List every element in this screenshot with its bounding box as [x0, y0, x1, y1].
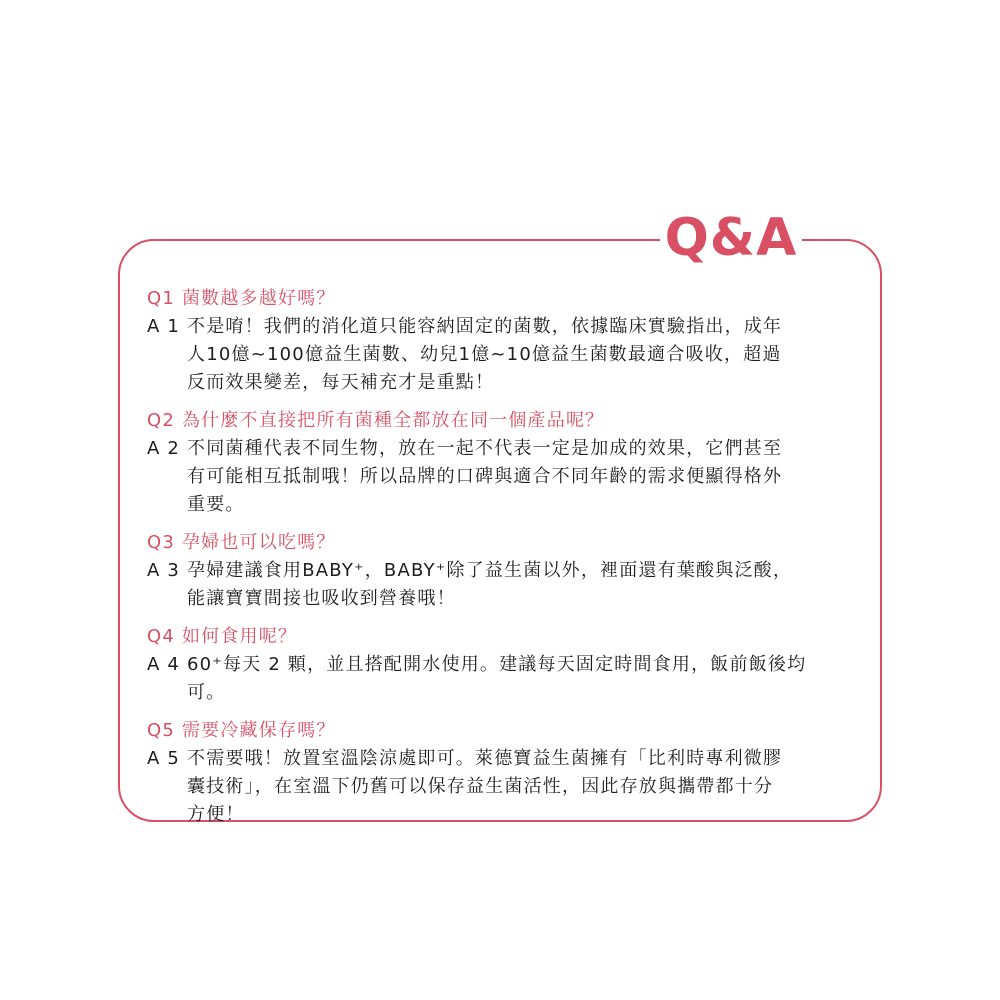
answer-line: 人10億~100億益生菌數、幼兒1億~10億益生菌數最適合吸收，超過 — [187, 344, 782, 365]
answer-line: 孕婦建議食用BABY⁺，BABY⁺除了益生菌以外，裡面還有葉酸與泛酸， — [187, 560, 793, 581]
qa-item — [147, 717, 863, 829]
answer-line: 可。 — [187, 682, 226, 703]
question-text: Q5 需要冷藏保存嗎？ — [147, 720, 336, 741]
qa-item — [147, 623, 863, 707]
question-text: Q4 如何食用呢？ — [147, 626, 298, 647]
answer-line: 不同菌種代表不同生物，放在一起不代表一定是加成的效果，它們甚至 — [187, 438, 783, 459]
answer-text — [187, 651, 863, 707]
answer-number: A 5 — [147, 748, 181, 769]
answer-line: 反而效果變差，每天補充才是重點！ — [187, 372, 495, 393]
question-text: Q2 為什麼不直接把所有菌種全都放在同一個產品呢？ — [147, 410, 605, 431]
answer-line: 有可能相互抵制哦！所以品牌的口碑與適合不同年齡的需求便顯得格外 — [187, 466, 783, 487]
answer-text — [187, 557, 863, 613]
answer-block — [147, 313, 863, 397]
qa-item — [147, 285, 863, 397]
answer-number: A 4 — [147, 654, 181, 675]
qa-heading: Q&A — [660, 206, 802, 270]
answer-line: 不是唷！我們的消化道只能容納固定的菌數，依據臨床實驗指出，成年 — [187, 316, 783, 337]
answer-block — [147, 745, 863, 829]
answer-block — [147, 557, 863, 613]
question-text: Q3 孕婦也可以吃嗎？ — [147, 532, 336, 553]
answer-text — [187, 745, 863, 829]
answer-line: 囊技術」，在室溫下仍舊可以保存益生菌活性，因此存放與攜帶都十分 — [187, 776, 774, 797]
answer-number: A 3 — [147, 560, 181, 581]
answer-text — [187, 435, 863, 519]
answer-line: 能讓寶寶間接也吸收到營養哦！ — [187, 588, 456, 609]
answer-block — [147, 435, 863, 519]
qa-item — [147, 407, 863, 519]
answer-line: 不需要哦！放置室溫陰涼處即可。萊德寶益生菌擁有「比利時專利微膠 — [187, 748, 783, 769]
answer-line: 60⁺每天 2 顆，並且搭配開水使用。建議每天固定時間食用，飯前飯後均 — [187, 654, 807, 675]
answer-block — [147, 651, 863, 707]
answer-line: 重要。 — [187, 494, 245, 515]
question-text: Q1 菌數越多越好嗎？ — [147, 288, 336, 309]
qa-item — [147, 529, 863, 613]
answer-line: 方便！ — [187, 804, 245, 825]
answer-text — [187, 313, 863, 397]
answer-number: A 1 — [147, 316, 181, 337]
answer-number: A 2 — [147, 438, 181, 459]
qa-list — [147, 285, 863, 839]
